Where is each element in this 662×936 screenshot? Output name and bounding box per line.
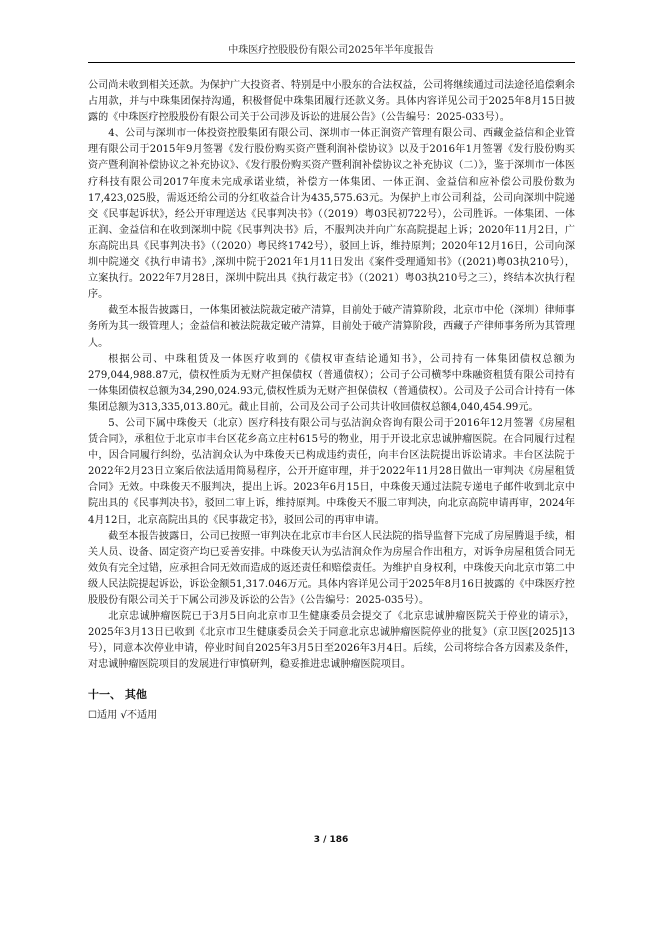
paragraph-2: 4、公司与深圳市一体投资控股集团有限公司、深圳市一体正润资产管理有限公司、西藏金益信和企业管理有限公司于2015年9月签署《发行股份购买资产暨利润补偿协议》以及于2016年1月签署《发行股份购买资产暨利润补偿协议之补充协议》、《发行股份购买资产暨利润补偿协议之补充协议（二）》，鉴于深圳市一体医疗科技有限公司2017年度未完成承诺业绩，补偿方一体集团、一体正润、金益信和应补偿公司股份数为17,423,025股，需返还给公司的分红收益合计为435,575.63元。为保护上市公司利益，公司向深圳中院递交《民事起诉状》，经公开审理送达《民事判决书》（（2019）粤03民初722号），公司胜诉。一体集团、一体正润、金益信和在收到深圳中院《民事判决书》后，不服判决并向广东高院提起上诉；2020年11月2日，广东高院出具《民事判决书》（（2020）粤民终1742号），驳回上诉，维持原判；2020年12月16日，公司向深圳中院递交《执行申请书》,深圳中院于2021年1月11日发出《案件受理通知书》（(2021)粤03执210号），立案执行。2022年7月28日，深圳中院出具《执行裁定书》（（2021）粤03执210号之三），终结本次执行程序。 bbox=[88, 128, 575, 301]
paragraph-5: 5、公司下属中珠俊天（北京）医疗科技有限公司与弘洁润众咨询有限公司于2016年12月签署《房屋租赁合同》，承租位于北京市丰台区花乡高立庄村615号的物业，用于开设北京忠诚肿瘤医院。在合同履行过程中，因合同履行纠纷，弘洁润众认为中珠俊天已构成违约责任，向丰台区法院提出诉讼请求。丰台区法院于2022年2月23日立案后依法适用简易程序，公开开庭审理，并于2022年11月28日做出一审判决《房屋租赁合同》无效。中珠俊天不服判决，提出上诉。2023年6月15日，中珠俊天通过法院专递电子邮件收到北京中院出具的《民事判决书》，驳回二审上诉，维持原判。中珠俊天不服二审判决，向北京高院申请再审，2024年4月12日，北京高院出具的《民事裁定书》，驳回公司的再审申请。 bbox=[88, 417, 575, 526]
applicability-checkbox-line: ☐适用 √不适用 bbox=[88, 709, 158, 721]
page-header: 中珠医疗控股股份有限公司2025年半年度报告 bbox=[228, 45, 434, 56]
paragraph-1: 公司尚未收到相关还款。为保护广大投资者、特别是中小股东的合法权益，公司将继续通过司法途径追偿剩余占用款，并与中珠集团保持沟通，积极督促中珠集团履行还款义务。具体内容详见公司于2025年8月15日披露的《中珠医疗控股股份有限公司关于公司涉及诉讼的进展公告》（公告编号：2025-033号）。 bbox=[88, 80, 575, 124]
page-number: 3 / 186 bbox=[313, 835, 349, 845]
paragraph-6: 截至本报告披露日，公司已按照一审判决在北京市丰台区人民法院的指导监督下完成了房屋腾退手续，相关人员、设备、固定资产均已妥善安排。中珠俊天认为弘洁润众作为房屋合作出租方，对诉争房屋租赁合同无效负有完全过错，应承担合同无效而造成的返还责任和赔偿责任。为维护自身权利，中珠俊天向北京市第二中级人民法院提起诉讼，诉讼金额51,317.046万元。具体内容详见公司于2025年8月16日披露的《中珠医疗控股股份有限公司关于下属公司涉及诉讼的公告》（公告编号：2025-035号）。 bbox=[88, 530, 575, 606]
section-heading: 十一、 其他 bbox=[88, 688, 147, 702]
document-body bbox=[88, 78, 575, 724]
header-divider bbox=[88, 62, 575, 63]
paragraph-7: 北京忠诚肿瘤医院已于3月5日向北京市卫生健康委员会提交了《北京忠诚肿瘤医院关于停业的请示》，2025年3月13日已收到《北京市卫生健康委员会关于同意北京忠诚肿瘤医院停业的批复》（京卫医[2025]13号），同意本次停业申请，停业时间自2025年3月5日至2026年3月4日。后续，公司将综合各方因素及条件，对忠诚肿瘤医院项目的发展进行审慎研判，稳妥推进忠诚肿瘤医院项目。 bbox=[88, 611, 575, 671]
paragraph-3: 截至本报告披露日，一体集团被法院裁定破产清算，目前处于破产清算阶段，北京市中伦（深圳）律师事务所为其一级管理人；金益信和被法院裁定破产清算，目前处于破产清算阶段，西藏子产律师事务所为其管理人。 bbox=[88, 305, 575, 349]
paragraph-4: 根据公司、中珠租赁及一体医疗收到的《债权审查结论通知书》，公司持有一体集团债权总额为279,044,988.87元，债权性质为无财产担保债权（普通债权）；公司子公司横琴中珠融资租赁有限公司持有一体集团债权总额为34,290,024.93元,债权性质为无财产担保债权（普通债权）。公司及子公司合计持有一体集团总额为313,335,013.80元。截止目前，公司及公司子公司共计收回债权总额4,040,454.99元。 bbox=[88, 353, 575, 413]
